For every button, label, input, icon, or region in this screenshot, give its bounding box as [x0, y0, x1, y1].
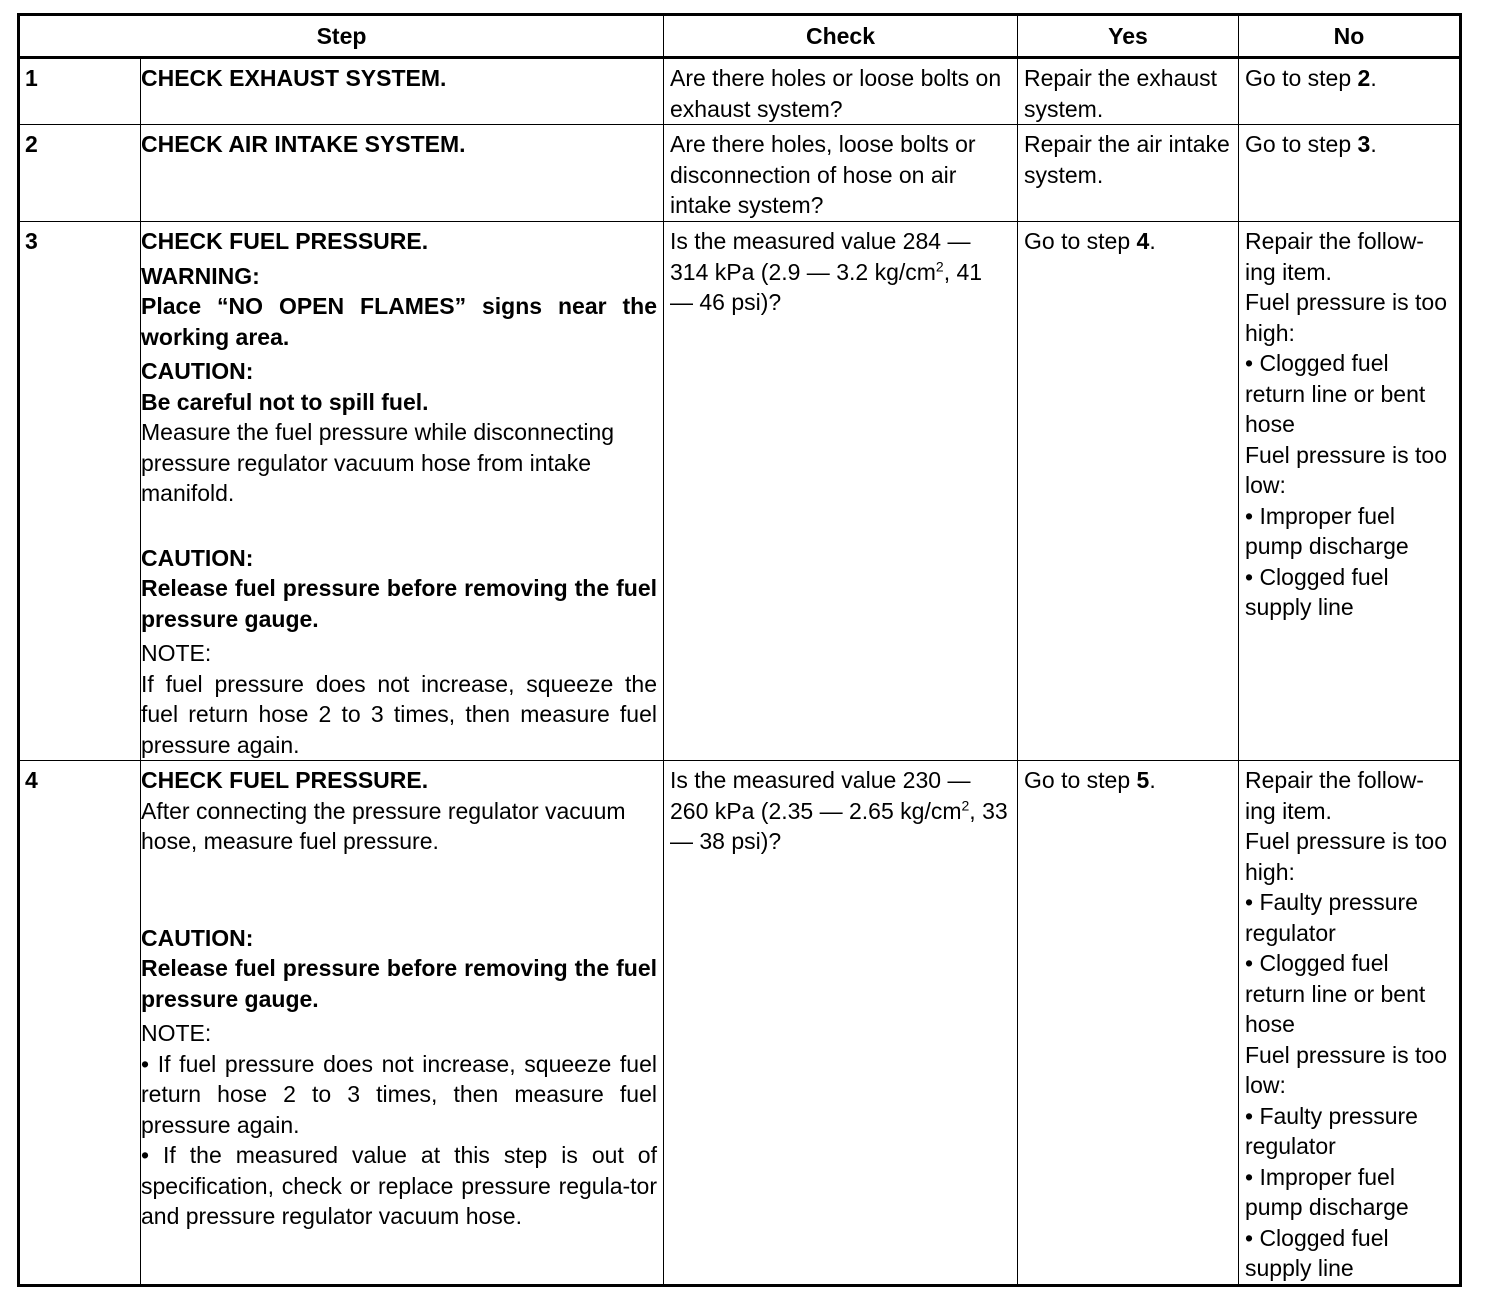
no-bullet: • Improper fuel pump discharge [1245, 1163, 1409, 1220]
check-question [664, 761, 1018, 1286]
no-step-number: 3 [1357, 131, 1371, 157]
check-text: Is the measured value 230 — 260 kPa (2.35 — 2.65 kg/cm [670, 767, 971, 824]
step-description [141, 125, 664, 222]
yes-step-number: 4 [1136, 228, 1150, 254]
header-no: No [1239, 15, 1461, 58]
no-action [1239, 125, 1461, 222]
no-action [1239, 58, 1461, 125]
yes-prefix: Go to step [1024, 228, 1137, 254]
check-question: Are there holes or loose bolts on exhaust system? [664, 58, 1018, 125]
no-bullet: • Clogged fuel supply line [1245, 1224, 1389, 1281]
no-suffix: . [1370, 65, 1377, 91]
step-number: 4 [19, 761, 141, 1286]
header-yes: Yes [1018, 15, 1239, 58]
step-title: CHECK AIR INTAKE SYSTEM. [141, 131, 466, 157]
yes-action: Repair the exhaust system. [1018, 58, 1239, 125]
warning-label: WARNING: [141, 262, 260, 289]
check-question [664, 222, 1018, 761]
header-step: Step [19, 15, 664, 58]
check-text: , 33 — 38 psi)? [670, 797, 1008, 854]
header-row [19, 15, 1461, 58]
no-bullet: • Improper fuel pump discharge [1245, 502, 1409, 559]
step-title: CHECK FUEL PRESSURE. [141, 228, 429, 254]
no-bullet: • Clogged fuel return line or bent hose [1245, 350, 1426, 437]
yes-action: Repair the air intake system. [1018, 125, 1239, 222]
step-description [141, 222, 664, 761]
no-line: Fuel pressure is too high: [1245, 289, 1447, 346]
note-bullet: • If fuel pressure does not increase, squeeze fuel return hose 2 to 3 times, then measure fuel pressure again. [141, 1050, 657, 1138]
no-bullet: • Faulty pressure regulator [1245, 1102, 1418, 1159]
no-line: Fuel pressure is too high: [1245, 828, 1447, 885]
superscript: 2 [961, 796, 970, 813]
step-number: 1 [19, 58, 141, 125]
yes-step-number: 5 [1136, 767, 1150, 793]
step-description [141, 761, 664, 1286]
yes-prefix: Go to step [1024, 767, 1137, 793]
step-description [141, 58, 664, 125]
note-label: NOTE: [141, 640, 212, 666]
yes-action [1018, 761, 1239, 1286]
check-text: , 41 — 46 psi)? [670, 258, 983, 315]
yes-action [1018, 222, 1239, 761]
warning-text: Place “NO OPEN FLAMES” signs near the working area. [141, 293, 657, 350]
no-bullet: • Clogged fuel supply line [1245, 563, 1389, 620]
note-label: NOTE: [141, 1020, 212, 1046]
check-question: Are there holes, loose bolts or disconnection of hose on air intake system? [664, 125, 1018, 222]
no-line: Repair the follow-ing item. [1245, 228, 1424, 285]
caution-label: CAUTION: [141, 544, 254, 571]
no-line: Fuel pressure is too low: [1245, 441, 1447, 498]
table-row [19, 222, 1461, 761]
header-check: Check [664, 15, 1018, 58]
step-title: CHECK FUEL PRESSURE. [141, 767, 429, 793]
diagnostic-table [17, 13, 1462, 1287]
yes-suffix: . [1149, 228, 1156, 254]
no-action [1239, 222, 1461, 761]
note-bullet: • If the measured value at this step is out of specification, check or replace pressure regula-tor and pressure regulator vacuum hose. [141, 1142, 657, 1229]
step-number: 2 [19, 125, 141, 222]
caution-label: CAUTION: [141, 358, 254, 384]
table-row [19, 125, 1461, 222]
check-text: Is the measured value 284 — 314 kPa (2.9 — 3.2 kg/cm [670, 228, 971, 285]
no-prefix: Go to step [1245, 131, 1358, 157]
no-step-number: 2 [1357, 65, 1371, 91]
no-bullet: • Faulty pressure regulator [1245, 889, 1418, 946]
step-number: 3 [19, 222, 141, 761]
no-line: Repair the follow-ing item. [1245, 767, 1424, 824]
table-row [19, 58, 1461, 125]
table-row [19, 761, 1461, 1286]
note-text: If fuel pressure does not increase, squeeze the fuel return hose 2 to 3 times, then measure fuel pressure again. [141, 670, 657, 758]
caution-text: Release fuel pressure before removing the fuel pressure gauge. [141, 955, 657, 1012]
caution-text: Be careful not to spill fuel. [141, 388, 429, 415]
step-title: CHECK EXHAUST SYSTEM. [141, 65, 447, 91]
no-prefix: Go to step [1245, 65, 1358, 91]
yes-suffix: . [1149, 767, 1156, 793]
no-bullet: • Clogged fuel return line or bent hose [1245, 950, 1426, 1037]
step-instruction: Measure the fuel pressure while disconnecting pressure regulator vacuum hose from intake manifold. [141, 419, 615, 506]
caution-label: CAUTION: [141, 924, 254, 951]
caution-text: Release fuel pressure before removing the fuel pressure gauge. [141, 575, 657, 632]
no-line: Fuel pressure is too low: [1245, 1041, 1447, 1098]
step-instruction: After connecting the pressure regulator vacuum hose, measure fuel pressure. [141, 797, 626, 854]
no-action [1239, 761, 1461, 1286]
superscript: 2 [935, 257, 944, 274]
no-suffix: . [1370, 131, 1377, 157]
